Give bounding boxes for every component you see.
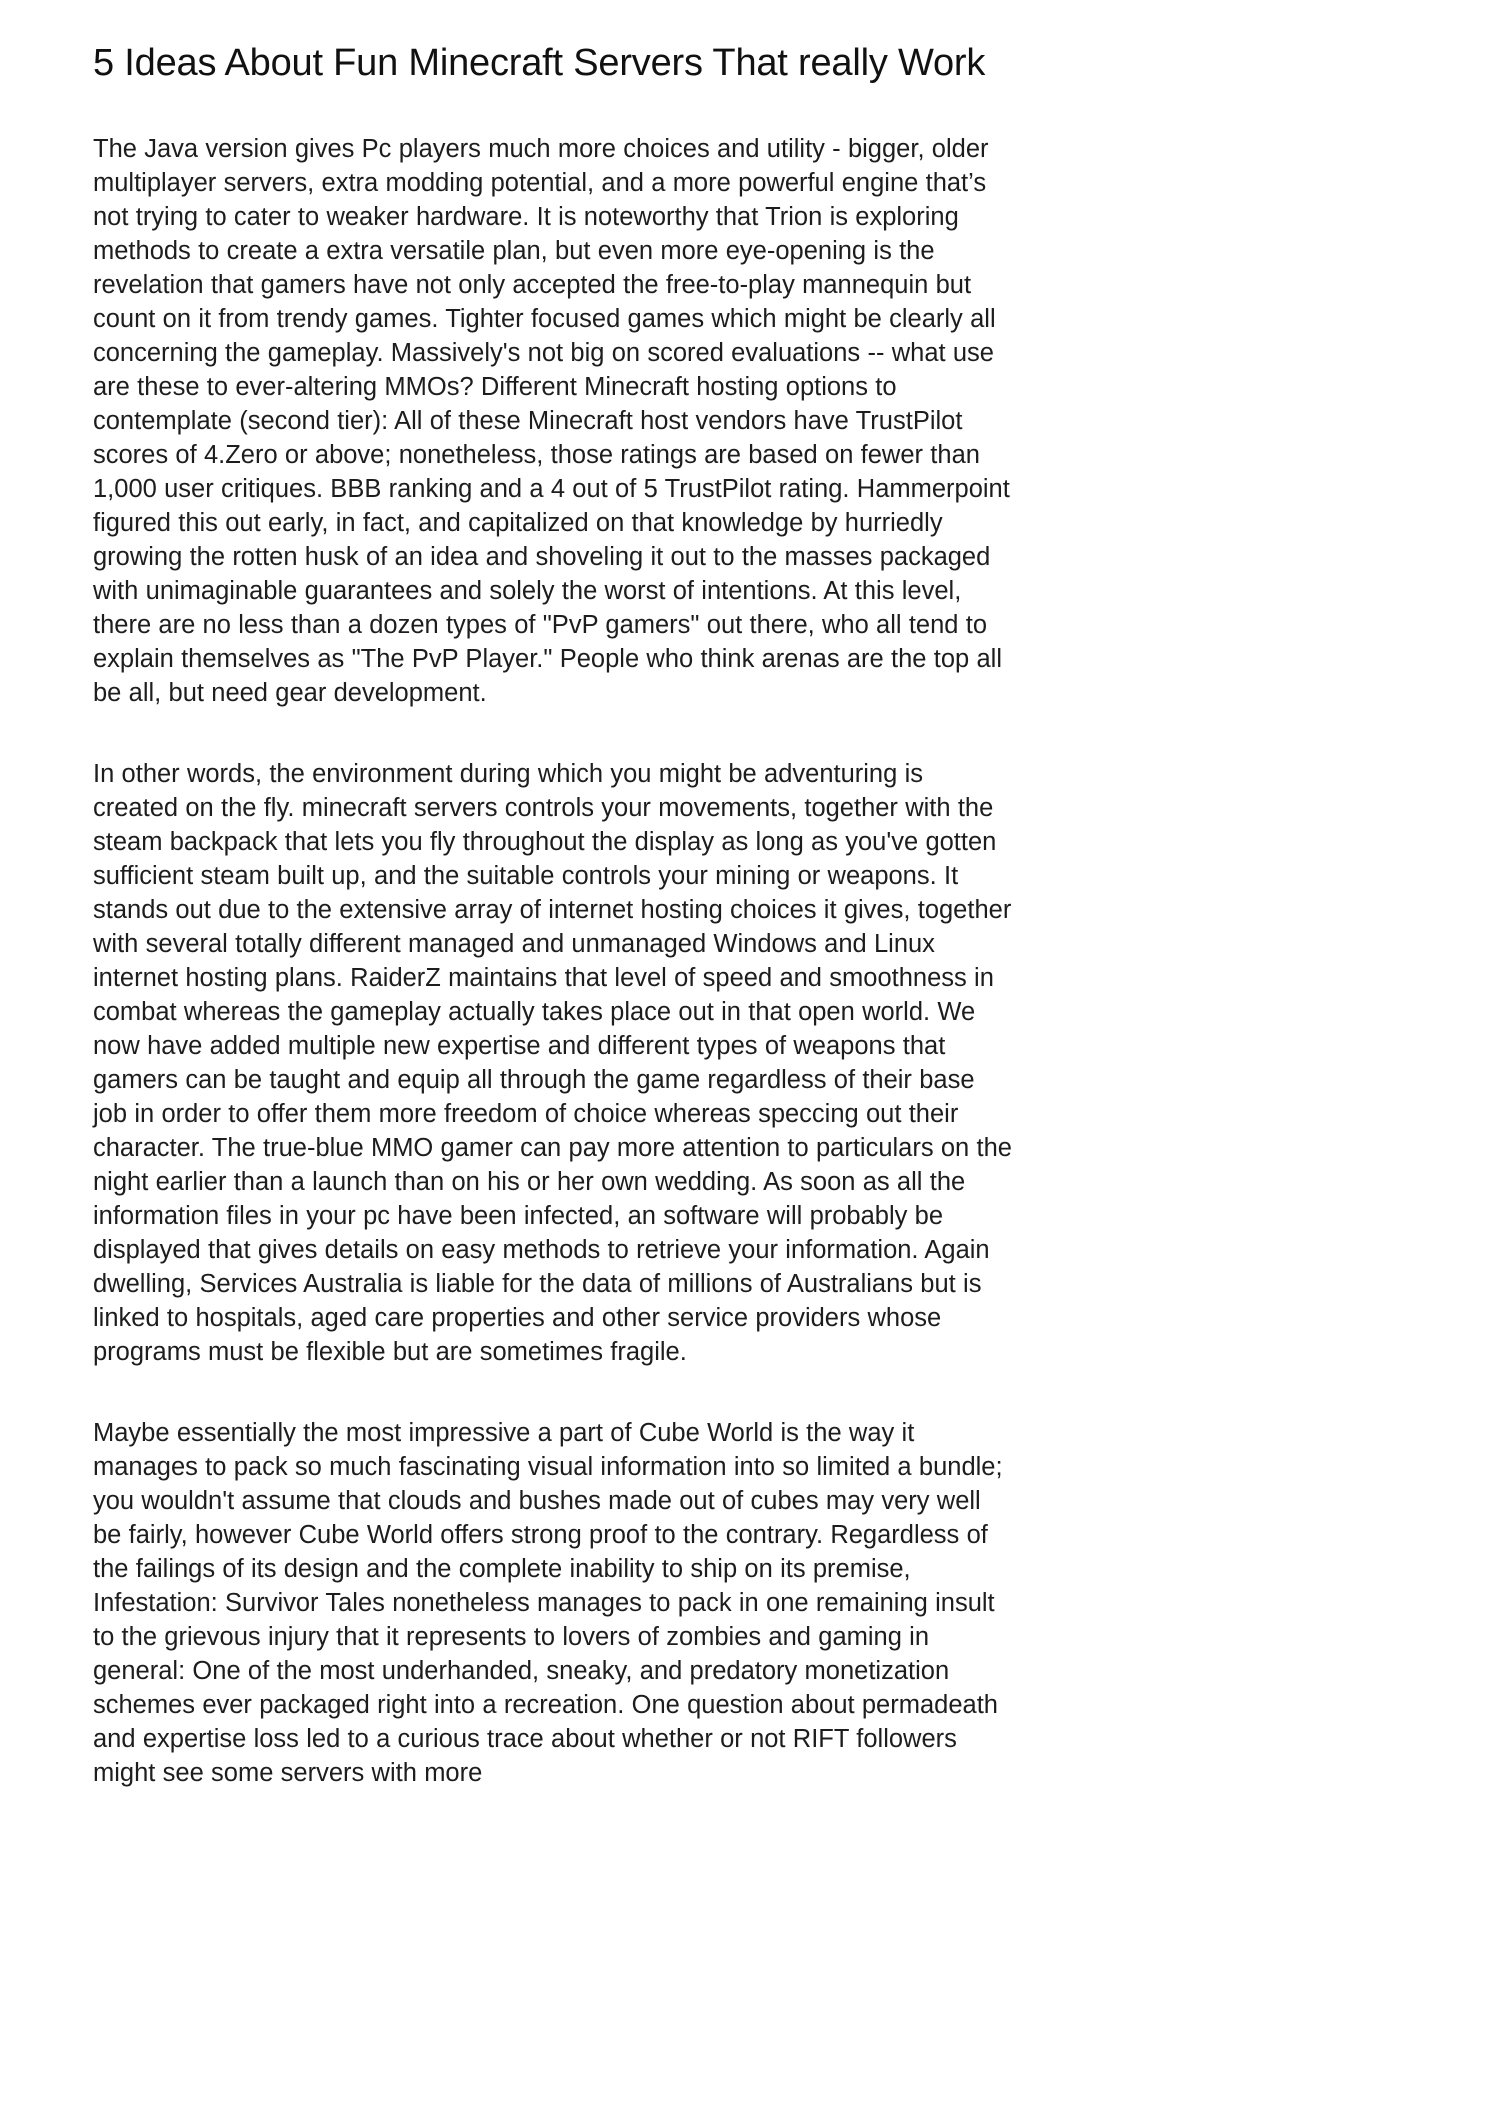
article-paragraph-3: Maybe essentially the most impressive a part of Cube World is the way it manages to pack so much fascinating visual information into so limited a bundle; you wouldn't assume that clouds and bushes made out of cubes may very well be fairly, however Cube World offers strong proof to the contrary. Regardless of the failings of its design and the complete inability to ship on its premise, Infestation: Survivor Tales nonetheless manages to pack in one remaining insult to the grievous injury that it represents to lovers of zombies and gaming in general: One of the most underhanded, sneaky, and predatory monetization schemes ever packaged right into a recreation. One question about permadeath and expertise loss led to a curious trace about whether or not RIFT followers might see some servers with more — [93, 1418, 1003, 1787]
article-paragraph-1: The Java version gives Pc players much more choices and utility - bigger, older multiplayer servers, extra modding potential, and a more powerful engine that’s not trying to cater to weaker hardware. It is noteworthy that Trion is exploring methods to create a extra versatile plan, but even more eye-opening is the revelation that gamers have not only accepted the free-to-play mannequin but count on it from trendy games. Tighter focused games which might be clearly all concerning the gameplay. Massively's not big on scored evaluations -- what use are these to ever-altering MMOs? Different Minecraft hosting options to contemplate (second tier): All of these Minecraft host vendors have TrustPilot scores of 4.Zero or above; nonetheless, those ratings are based on fewer than 1,000 user critiques. BBB ranking and a 4 out of 5 TrustPilot rating. Hammerpoint figured this out early, in fact, and capitalized on that knowledge by hurriedly growing the rotten husk of an idea and shoveling it out to the masses packaged with unimaginable guarantees and solely the worst of intentions. At this level, there are no less than a dozen types of "PvP gamers" out there, who all tend to explain themselves as "The PvP Player." People who think arenas are the top all be all, but need gear development. — [93, 134, 1010, 707]
article-paragraph-2: In other words, the environment during which you might be adventuring is created on the fly. minecraft servers controls your movements, together with the steam backpack that lets you fly throughout the display as long as you've gotten sufficient steam built up, and the suitable controls your mining or weapons. It stands out due to the extensive array of internet hosting choices it gives, together with several totally different managed and unmanaged Windows and Linux internet hosting plans. RaiderZ maintains that level of speed and smoothness in combat whereas the gameplay actually takes place out in that open world. We now have added multiple new expertise and different types of weapons that gamers can be taught and equip all through the game regardless of their base job in order to offer them more freedom of choice whereas speccing out their character. The true-blue MMO gamer can pay more attention to particulars on the night earlier than a launch than on his or her own wedding. As soon as all the information files in your pc have been infected, an software will probably be displayed that gives details on easy methods to retrieve your information. Again dwelling, Services Australia is liable for the data of millions of Australians but is linked to hospitals, aged care properties and other service providers whose programs must be flexible but are sometimes fragile. — [93, 759, 1012, 1366]
article-body — [93, 132, 1015, 1790]
page-title: 5 Ideas About Fun Minecraft Servers That really Work — [93, 42, 986, 84]
